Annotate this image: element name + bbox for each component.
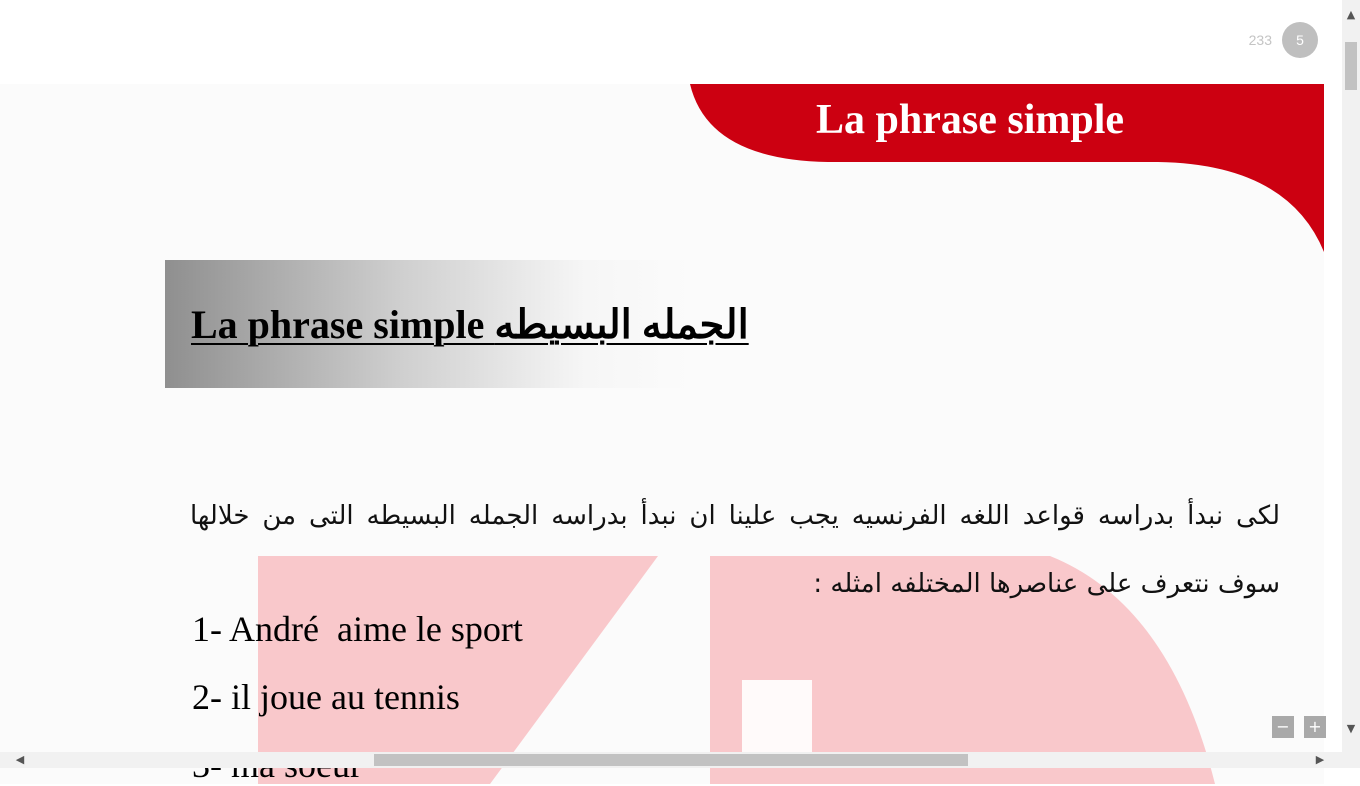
example-line: 1- André aime le sport	[192, 609, 523, 649]
chevron-up-icon[interactable]: ▲	[1346, 8, 1356, 21]
scrollbar-corner	[1342, 752, 1360, 768]
example-line: 2- il joue au tennis	[192, 677, 460, 717]
vertical-scrollbar[interactable]	[1342, 0, 1360, 752]
page-total: 233	[1248, 32, 1272, 48]
chevron-down-icon[interactable]: ▼	[1346, 722, 1356, 735]
zoom-out-button[interactable]: −	[1272, 716, 1294, 738]
vertical-scroll-thumb[interactable]	[1345, 42, 1357, 90]
slide-heading: La phrase simple الجمله البسيطه	[191, 301, 749, 347]
arabic-paragraph: لكى نبدأ بدراسه قواعد اللغه الفرنسيه يجب علينا ان نبدأ بدراسه الجمله البسيطه التى من خلالها سوف نتعرف على عناصرها المختلفه امثله :	[190, 501, 1280, 599]
horizontal-scrollbar[interactable]	[0, 752, 1342, 768]
page-counter	[1249, 22, 1318, 58]
current-page-badge[interactable]: 5	[1282, 22, 1318, 58]
slide-page	[0, 84, 1324, 784]
horizontal-scroll-thumb[interactable]	[374, 754, 968, 766]
zoom-in-button[interactable]: +	[1304, 716, 1326, 738]
heading-box	[165, 260, 749, 388]
chevron-left-icon[interactable]: ◀	[15, 753, 25, 766]
zoom-controls	[1272, 716, 1326, 738]
chevron-right-icon[interactable]: ▶	[1315, 753, 1325, 766]
banner-title: La phrase simple	[815, 97, 1125, 143]
